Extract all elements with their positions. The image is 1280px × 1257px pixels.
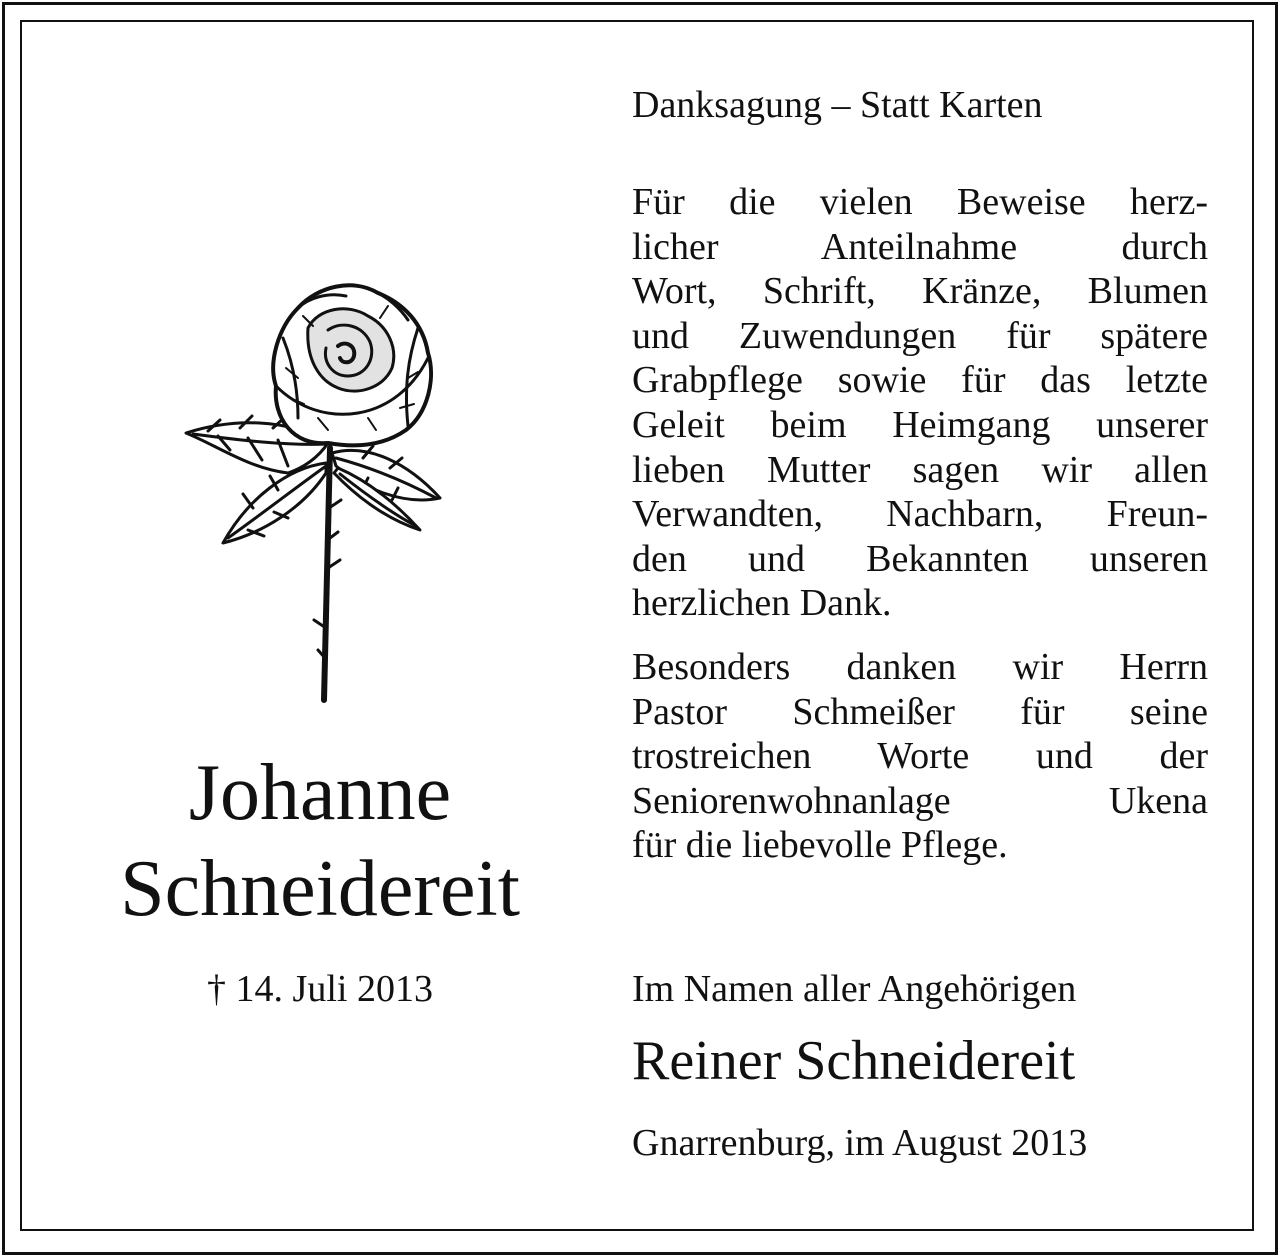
paragraph-line: Seniorenwohnanlage Ukena bbox=[632, 779, 1208, 822]
special-thanks-paragraph bbox=[632, 645, 1208, 868]
paragraph-line: Für die vielen Beweise herz- bbox=[632, 181, 1208, 223]
behalf-line: Im Namen aller Angehörigen bbox=[632, 968, 1077, 1010]
deceased-last-name: Schneidereit bbox=[120, 845, 520, 933]
paragraph-line: licher Anteilnahme durch bbox=[632, 225, 1208, 268]
rose-icon bbox=[178, 268, 478, 708]
paragraph-line: den und Bekannten unseren bbox=[632, 537, 1208, 580]
paragraph-line: lieben Mutter sagen wir allen bbox=[632, 448, 1208, 491]
thanks-paragraph bbox=[632, 180, 1208, 626]
paragraph-line: trostreichen Worte und der bbox=[632, 735, 1208, 778]
notice-heading: Danksagung – Statt Karten bbox=[632, 84, 1043, 126]
paragraph-line: Geleit beim Heimgang unserer bbox=[632, 403, 1208, 446]
paragraph-line: herzlichen Dank. bbox=[632, 582, 892, 625]
paragraph-line: Wort, Schrift, Kränze, Blumen bbox=[632, 270, 1208, 313]
paragraph-line: Grabpflege sowie für das letzte bbox=[632, 359, 1208, 402]
paragraph-line: Verwandten, Nachbarn, Freun- bbox=[632, 493, 1208, 536]
paragraph-line: und Zuwendungen für spätere bbox=[632, 314, 1208, 357]
death-date: † 14. Juli 2013 bbox=[207, 968, 433, 1010]
signer-name: Reiner Schneidereit bbox=[632, 1030, 1076, 1092]
paragraph-line: Besonders danken wir Herrn bbox=[632, 646, 1208, 688]
paragraph-line: für die liebevolle Pflege. bbox=[632, 824, 1008, 867]
place-and-date: Gnarrenburg, im August 2013 bbox=[632, 1122, 1088, 1164]
deceased-first-name: Johanne bbox=[188, 749, 452, 837]
paragraph-line: Pastor Schmeißer für seine bbox=[632, 690, 1208, 733]
